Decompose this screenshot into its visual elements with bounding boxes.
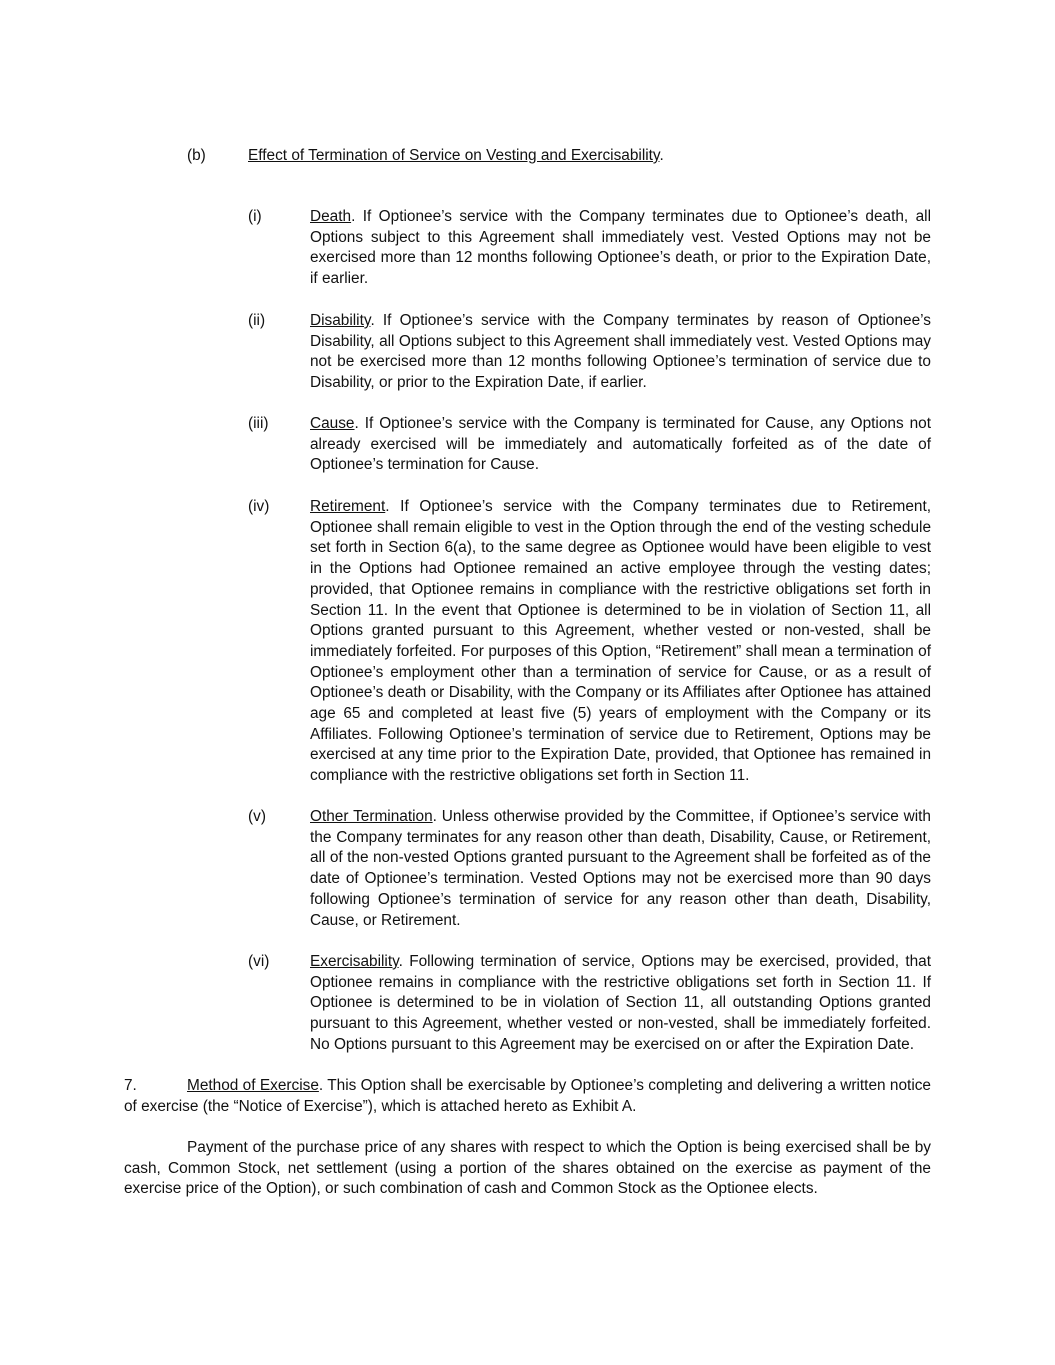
section-7-title: Method of Exercise bbox=[187, 1077, 319, 1094]
sub-item-body bbox=[310, 807, 931, 931]
sub-item-body bbox=[310, 952, 931, 1056]
sub-item-title: Disability bbox=[310, 312, 371, 329]
section-7-method-of-exercise bbox=[124, 1076, 931, 1117]
sub-item-body bbox=[310, 207, 931, 290]
sub-item-text: . If Optionee’s service with the Company terminates due to Retirement, Optionee shall remain eligible to vest in the Option through the end of the vesting schedule set forth in Section 6(a), to the same degree as Optionee would have been eligible to vest in the Options had Optionee remained an active employee through the vesting dates; provided, that Optionee remains in compliance with the restrictive obligations set forth in Section 11. In the event that Optionee is determined to be in violation of Section 11, all Options granted pursuant to this Agreement, whether vested or non-vested, shall be immediately forfeited. For purposes of this Option, “Retirement” shall mean a termination of Optionee’s employment other than a termination of service for Cause, or as a result of Optionee’s death or Disability, with the Company or its Affiliates after Optionee has attained age 65 and completed at least five (5) years of employment with the Company or its Affiliates. Following Optionee’s termination of service due to Retirement, Options may be exercised at any time prior to the Expiration Date, provided, that Optionee has remained in compliance with the restrictive obligations set forth in Section 11. bbox=[310, 498, 931, 785]
sub-item-text: . Following termination of service, Options may be exercised, provided, that Optionee remains in compliance with the restrictive obligations set forth in Section 11. If Optionee is determined to be in violation of Section 11, all outstanding Options granted pursuant to this Agreement, whether vested or non-vested, shall be immediately forfeited. No Options pursuant to this Agreement may be exercised on or after the Expiration Date. bbox=[310, 953, 931, 1053]
section-b-marker: (b) bbox=[187, 147, 206, 164]
sub-item-body bbox=[310, 311, 931, 394]
sub-item-text: . If Optionee’s service with the Company terminates due to Optionee’s death, all Options subject to this Agreement shall immediately vest. Vested Options may not be exercised more than 12 months following Optionee’s death, or prior to the Expiration Date, if earlier. bbox=[310, 208, 931, 288]
sub-item-marker: (i) bbox=[248, 208, 262, 225]
sub-item-text: . Unless otherwise provided by the Committee, if Optionee’s service with the Company terminates for any reason other than death, Disability, Cause, or Retirement, all of the non-vested Options granted pursuant to the Agreement shall be forfeited as of the date of Optionee’s termination. Vested Options may not be exercised more than 90 days following Optionee’s termination of service for any reason other than death, Disability, Cause, or Retirement. bbox=[310, 808, 931, 929]
sub-item-title: Retirement bbox=[310, 498, 386, 515]
sub-item-marker: (vi) bbox=[248, 953, 270, 970]
section-b-heading bbox=[248, 146, 664, 167]
sub-item-marker: (iv) bbox=[248, 498, 270, 515]
sub-item-title: Death bbox=[310, 208, 352, 225]
section-b-heading-title: Effect of Termination of Service on Vesting and Exercisability bbox=[248, 147, 660, 164]
section-7-number: 7. bbox=[124, 1077, 137, 1094]
sub-item-marker: (ii) bbox=[248, 312, 266, 329]
sub-item-title: Exercisability bbox=[310, 953, 399, 970]
section-b-heading-period: . bbox=[659, 147, 664, 164]
sub-item-text: . If Optionee’s service with the Company is terminated for Cause, any Options not already exercised will be immediately and automatically forfeited as of the date of Optionee’s termination for Cause. bbox=[310, 415, 931, 474]
sub-item-title: Cause bbox=[310, 415, 355, 432]
sub-item-body bbox=[310, 414, 931, 476]
sub-item-marker: (v) bbox=[248, 808, 266, 825]
payment-paragraph: Payment of the purchase price of any shares with respect to which the Option is being exercised shall be by cash, Common Stock, net settlement (using a portion of the shares obtained on the exercise as payment of the exercise price of the Option), or such combination of cash and Common Stock as the Optionee elects. bbox=[124, 1139, 931, 1198]
section-7-text: . This Option shall be exercisable by Optionee’s completing and delivering a written notice of exercise (the “Notice of Exercise”), which is attached hereto as Exhibit A. bbox=[124, 1077, 931, 1115]
sub-item-title: Other Termination bbox=[310, 808, 433, 825]
sub-item-body bbox=[310, 497, 931, 787]
sub-item-marker: (iii) bbox=[248, 415, 269, 432]
sub-item-text: . If Optionee’s service with the Company terminates by reason of Optionee’s Disability, all Options subject to this Agreement shall immediately vest. Vested Options may not be exercised more than 12 months following Optionee’s termination of service due to Disability, or prior to the Expiration Date, if earlier. bbox=[310, 312, 931, 392]
